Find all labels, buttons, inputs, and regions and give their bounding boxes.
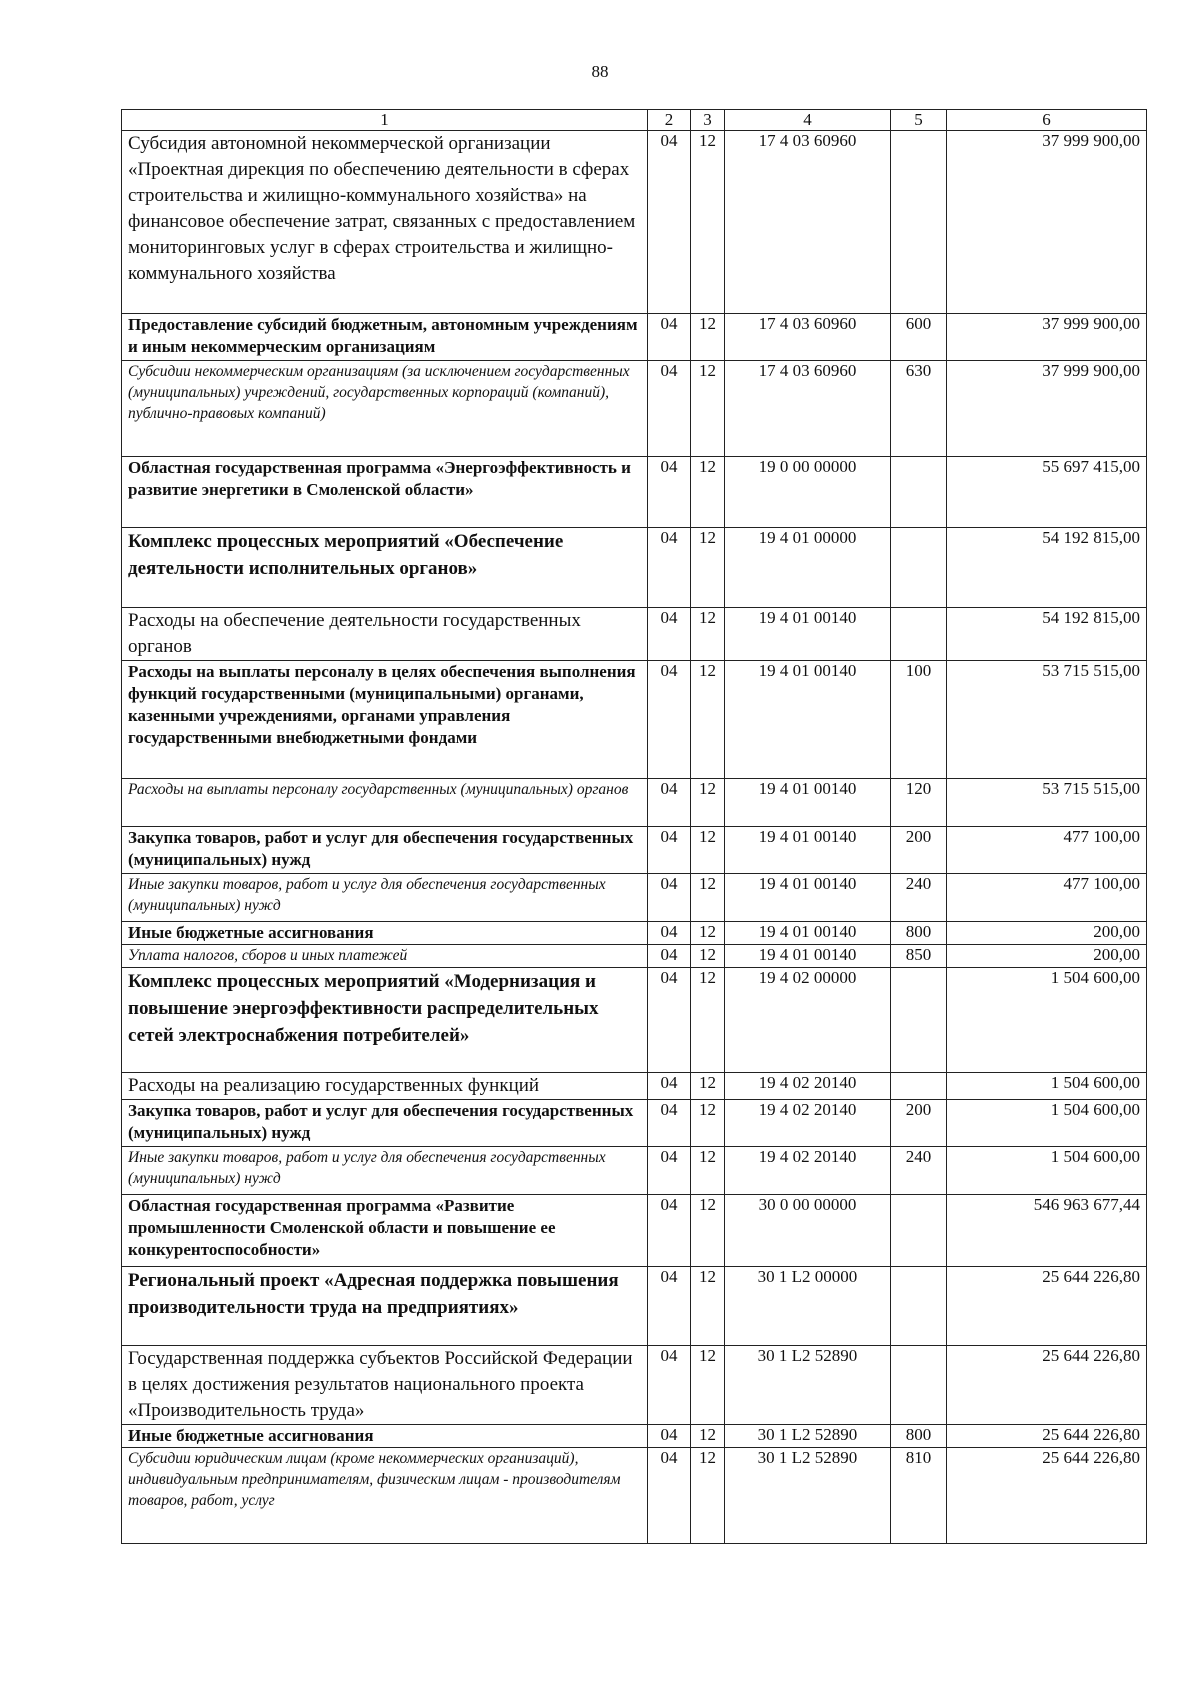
target-article-code: 19 4 02 00000 (725, 968, 891, 1073)
expense-type-code: 810 (891, 1448, 947, 1544)
target-article-code: 30 1 L2 52890 (725, 1448, 891, 1544)
target-article-code: 19 4 01 00140 (725, 922, 891, 945)
target-article-code: 30 1 L2 52890 (725, 1425, 891, 1448)
item-name: Расходы на обеспечение деятельности государственных органов (122, 608, 648, 661)
expense-type-code: 100 (891, 661, 947, 779)
target-article-code: 19 4 01 00140 (725, 827, 891, 874)
subsection-code: 12 (691, 1425, 725, 1448)
amount: 25 644 226,80 (947, 1267, 1147, 1346)
table-row (122, 1195, 1147, 1267)
item-name: Иные бюджетные ассигнования (122, 922, 648, 945)
subsection-code: 12 (691, 1100, 725, 1147)
item-name: Комплекс процессных мероприятий «Обеспечение деятельности исполнительных органов» (122, 528, 648, 608)
target-article-code: 19 4 02 20140 (725, 1147, 891, 1195)
column-header-4: 4 (725, 110, 891, 131)
expense-type-code: 600 (891, 314, 947, 361)
subsection-code: 12 (691, 779, 725, 827)
column-number-row (122, 110, 1147, 131)
amount: 25 644 226,80 (947, 1346, 1147, 1425)
table-row (122, 1346, 1147, 1425)
expense-type-code (891, 528, 947, 608)
subsection-code: 12 (691, 827, 725, 874)
target-article-code: 30 1 L2 00000 (725, 1267, 891, 1346)
subsection-code: 12 (691, 528, 725, 608)
subsection-code: 12 (691, 131, 725, 314)
amount: 477 100,00 (947, 827, 1147, 874)
subsection-code: 12 (691, 874, 725, 922)
column-header-6: 6 (947, 110, 1147, 131)
table-row (122, 1448, 1147, 1544)
target-article-code: 30 1 L2 52890 (725, 1346, 891, 1425)
amount: 55 697 415,00 (947, 457, 1147, 528)
section-code: 04 (648, 1147, 691, 1195)
section-code: 04 (648, 361, 691, 457)
target-article-code: 17 4 03 60960 (725, 314, 891, 361)
table-row (122, 1147, 1147, 1195)
section-code: 04 (648, 528, 691, 608)
section-code: 04 (648, 1425, 691, 1448)
subsection-code: 12 (691, 661, 725, 779)
table-row (122, 827, 1147, 874)
target-article-code: 19 4 02 20140 (725, 1100, 891, 1147)
expense-type-code: 800 (891, 922, 947, 945)
table-row (122, 1100, 1147, 1147)
amount: 37 999 900,00 (947, 361, 1147, 457)
subsection-code: 12 (691, 314, 725, 361)
amount: 54 192 815,00 (947, 528, 1147, 608)
target-article-code: 19 0 00 00000 (725, 457, 891, 528)
subsection-code: 12 (691, 1195, 725, 1267)
amount: 1 504 600,00 (947, 1073, 1147, 1100)
subsection-code: 12 (691, 1073, 725, 1100)
amount: 37 999 900,00 (947, 131, 1147, 314)
subsection-code: 12 (691, 1448, 725, 1544)
table-row (122, 945, 1147, 968)
section-code: 04 (648, 608, 691, 661)
item-name: Областная государственная программа «Развитие промышленности Смоленской области и повышение ее конкурентоспособности» (122, 1195, 648, 1267)
target-article-code: 17 4 03 60960 (725, 131, 891, 314)
item-name: Областная государственная программа «Энергоэффективность и развитие энергетики в Смоленской области» (122, 457, 648, 528)
item-name: Закупка товаров, работ и услуг для обеспечения государственных (муниципальных) нужд (122, 827, 648, 874)
table-row (122, 922, 1147, 945)
expense-type-code: 120 (891, 779, 947, 827)
item-name: Иные закупки товаров, работ и услуг для обеспечения государственных (муниципальных) нужд (122, 874, 648, 922)
subsection-code: 12 (691, 457, 725, 528)
table-row (122, 1267, 1147, 1346)
target-article-code: 30 0 00 00000 (725, 1195, 891, 1267)
item-name: Субсидии некоммерческим организациям (за исключением государственных (муниципальных) учреждений, государственных корпораций (компаний), публично-правовых компаний) (122, 361, 648, 457)
target-article-code: 17 4 03 60960 (725, 361, 891, 457)
item-name: Расходы на выплаты персоналу в целях обеспечения выполнения функций государственными (муниципальными) органами, казенными учреждениями, органами управления государственными внебюджетными фондами (122, 661, 648, 779)
section-code: 04 (648, 1267, 691, 1346)
item-name: Субсидии юридическим лицам (кроме некоммерческих организаций), индивидуальным предпринимателям, физическим лицам - производителям товаров, работ, услуг (122, 1448, 648, 1544)
expense-type-code (891, 1267, 947, 1346)
expense-type-code: 200 (891, 1100, 947, 1147)
table-row (122, 608, 1147, 661)
table-row (122, 314, 1147, 361)
amount: 1 504 600,00 (947, 1147, 1147, 1195)
section-code: 04 (648, 1195, 691, 1267)
table-row (122, 131, 1147, 314)
section-code: 04 (648, 131, 691, 314)
table-row (122, 1073, 1147, 1100)
amount: 54 192 815,00 (947, 608, 1147, 661)
amount: 53 715 515,00 (947, 661, 1147, 779)
expense-type-code (891, 1346, 947, 1425)
column-header-1: 1 (122, 110, 648, 131)
subsection-code: 12 (691, 968, 725, 1073)
table-body (122, 131, 1147, 1544)
table-row (122, 874, 1147, 922)
amount: 1 504 600,00 (947, 968, 1147, 1073)
table-row (122, 1425, 1147, 1448)
expense-type-code: 240 (891, 874, 947, 922)
column-header-5: 5 (891, 110, 947, 131)
section-code: 04 (648, 314, 691, 361)
section-code: 04 (648, 779, 691, 827)
column-header-3: 3 (691, 110, 725, 131)
expense-type-code (891, 457, 947, 528)
section-code: 04 (648, 1346, 691, 1425)
item-name: Предоставление субсидий бюджетным, автономным учреждениям и иным некоммерческим организациям (122, 314, 648, 361)
subsection-code: 12 (691, 1147, 725, 1195)
target-article-code: 19 4 01 00140 (725, 779, 891, 827)
section-code: 04 (648, 1073, 691, 1100)
column-header-2: 2 (648, 110, 691, 131)
item-name: Иные закупки товаров, работ и услуг для обеспечения государственных (муниципальных) нужд (122, 1147, 648, 1195)
amount: 53 715 515,00 (947, 779, 1147, 827)
amount: 1 504 600,00 (947, 1100, 1147, 1147)
subsection-code: 12 (691, 945, 725, 968)
subsection-code: 12 (691, 608, 725, 661)
section-code: 04 (648, 968, 691, 1073)
section-code: 04 (648, 1448, 691, 1544)
subsection-code: 12 (691, 922, 725, 945)
target-article-code: 19 4 01 00140 (725, 661, 891, 779)
expense-type-code (891, 131, 947, 314)
amount: 25 644 226,80 (947, 1448, 1147, 1544)
target-article-code: 19 4 02 20140 (725, 1073, 891, 1100)
expense-type-code: 850 (891, 945, 947, 968)
section-code: 04 (648, 1100, 691, 1147)
item-name: Закупка товаров, работ и услуг для обеспечения государственных (муниципальных) нужд (122, 1100, 648, 1147)
item-name: Расходы на выплаты персоналу государственных (муниципальных) органов (122, 779, 648, 827)
item-name: Комплекс процессных мероприятий «Модернизация и повышение энергоэффективности распределительных сетей электроснабжения потребителей» (122, 968, 648, 1073)
expense-type-code: 200 (891, 827, 947, 874)
item-name: Иные бюджетные ассигнования (122, 1425, 648, 1448)
page-number: 88 (591, 62, 609, 81)
table-row (122, 661, 1147, 779)
table-row (122, 361, 1147, 457)
section-code: 04 (648, 457, 691, 528)
expense-type-code: 240 (891, 1147, 947, 1195)
item-name: Субсидия автономной некоммерческой организации «Проектная дирекция по обеспечению деятельности в сферах строительства и жилищно-коммунального хозяйства» на финансовое обеспечение затрат, связанных с предоставлением мониторинговых услуг в сферах строительства и жилищно-коммунального хозяйства (122, 131, 648, 314)
item-name: Государственная поддержка субъектов Российской Федерации в целях достижения результатов национального проекта «Производительность труда» (122, 1346, 648, 1425)
section-code: 04 (648, 661, 691, 779)
section-code: 04 (648, 827, 691, 874)
expense-type-code (891, 1195, 947, 1267)
table-row (122, 457, 1147, 528)
expense-type-code: 630 (891, 361, 947, 457)
target-article-code: 19 4 01 00140 (725, 945, 891, 968)
table-row (122, 779, 1147, 827)
amount: 200,00 (947, 922, 1147, 945)
table-row (122, 968, 1147, 1073)
item-name: Региональный проект «Адресная поддержка повышения производительности труда на предприятиях» (122, 1267, 648, 1346)
subsection-code: 12 (691, 1267, 725, 1346)
section-code: 04 (648, 945, 691, 968)
expense-type-code (891, 968, 947, 1073)
amount: 200,00 (947, 945, 1147, 968)
table-row (122, 528, 1147, 608)
target-article-code: 19 4 01 00140 (725, 874, 891, 922)
target-article-code: 19 4 01 00000 (725, 528, 891, 608)
target-article-code: 19 4 01 00140 (725, 608, 891, 661)
amount: 477 100,00 (947, 874, 1147, 922)
amount: 546 963 677,44 (947, 1195, 1147, 1267)
budget-table (121, 109, 1147, 1544)
expense-type-code (891, 1073, 947, 1100)
section-code: 04 (648, 874, 691, 922)
item-name: Уплата налогов, сборов и иных платежей (122, 945, 648, 968)
expense-type-code: 800 (891, 1425, 947, 1448)
amount: 37 999 900,00 (947, 314, 1147, 361)
expense-type-code (891, 608, 947, 661)
section-code: 04 (648, 922, 691, 945)
amount: 25 644 226,80 (947, 1425, 1147, 1448)
item-name: Расходы на реализацию государственных функций (122, 1073, 648, 1100)
subsection-code: 12 (691, 1346, 725, 1425)
subsection-code: 12 (691, 361, 725, 457)
